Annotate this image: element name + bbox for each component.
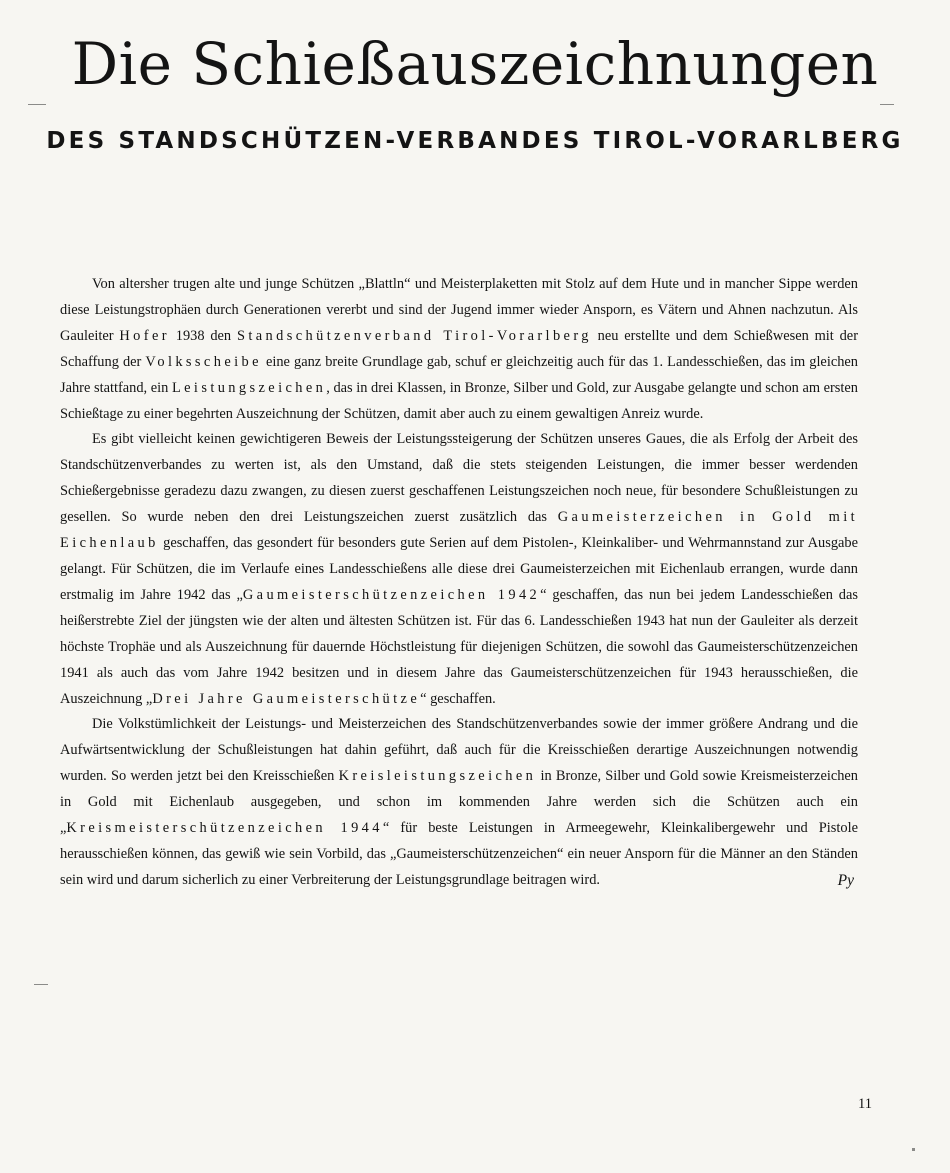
page-title: Die Schießauszeichnungen [71, 30, 879, 98]
text-run: in Bronze, Silber und Gold sowie Kreismeisterzeichen in Gold mit Eichenlaub ausgegeben, und schon im kommenden Jahre werden sich die Schützen auch ein „ [60, 768, 858, 837]
spaced-emphasis: Hofer [119, 327, 170, 344]
paragraph-1 [60, 272, 858, 427]
text-run: eine ganz breite Grundlage gab, schuf er gleichzeitig auch für das 1. Landesschießen, das im gleichen Jahre stattfand, ein [60, 353, 858, 396]
text-run: “ für beste Leistungen in Armeegewehr, Kleinkalibergewehr und Pistole herausschießen können, das gewiß wie sein Vorbild, das „Gaumeisterschützenzeichen“ ein neuer Ansporn für die Männer an den Ständen sein wird und darum sicherlich zu einer Verbreiterung der Leistungsgrundlage beitragen wird. [60, 820, 858, 888]
text-run: “ geschaffen. [420, 690, 496, 707]
paragraph-3 [60, 712, 858, 893]
page-subtitle: DES STANDSCHÜTZEN-VERBANDES TIROL-VORARLBERG [46, 128, 904, 154]
spaced-emphasis: Gaumeisterzeichen in Gold mit Eichenlaub [60, 509, 859, 552]
text-run: “ geschaffen, das nun bei jedem Landesschießen das heißerstrebte Ziel der jüngsten wie der alten und ältesten Schützen ist. Für das 6. Landesschießen 1943 hat nun der Gauleiter als derzeit höchste Trophäe und als Auszeichnung für dauernde Höchstleistung für diejenigen Schützen, die sowohl das Gaumeisterschützenzeichen 1941 als auch das vom Jahre 1942 besitzen und in diesem Jahre das Gaumeisterschützenzeichen für 1943 herausschießen, die Auszeichnung „ [60, 586, 858, 707]
spaced-emphasis: Volksscheibe [145, 353, 262, 370]
spaced-emphasis: Standschützenverband Tirol-Vorarlberg [236, 327, 592, 344]
text-run: , das in drei Klassen, in Bronze, Silber und Gold, zur Ausgabe gelangte und schon am ersten Schießtage zu einer begehrten Auszeichnung der Schützen, damit aber auch zu einem gewaltigen Anreiz wurde. [60, 379, 858, 422]
text-run: geschaffen, das gesondert für besonders gute Serien auf dem Pistolen-, Kleinkaliber- und Wehrmannstand zur Ausgabe gelangt. Für Schützen, die im Verlaufe eines Landesschießens alle diese drei Gaumeisterzeichen mit Eichenlaub errangen, wurde dann erstmalig im Jahre 1942 das „ [60, 535, 858, 603]
text-run: Von altersher trugen alte und junge Schützen „Blattln“ und Meisterplaketten mit Stolz auf dem Hute und in mancher Sippe werden diese Leistungstrophäen durch Generationen vererbt und sind der Jugend immer wieder Ansporn, es Vätern und Ahnen nachzutun. Als Gauleiter [60, 276, 858, 344]
text-run: Es gibt vielleicht keinen gewichtigeren Beweis der Leistungssteigerung der Schützen unseres Gaues, die als Erfolg der Arbeit des Standschützenverbandes zu werten ist, als den Umstand, daß die stets steigenden Leistungen, die immer besser werdenden Schießergebnisse geradezu dazu zwangen, zu diesen zuerst geschaffenen Leistungszeichen noch neue, für besondere Schußleistungen zu gesellen. So wurde neben den drei Leistungszeichen zuerst zusätzlich das [60, 431, 858, 526]
scan-speck [880, 104, 894, 105]
spaced-emphasis: Kreisleistungszeichen [338, 768, 537, 785]
spaced-emphasis: Gaumeisterschützenzeichen 1942 [242, 586, 541, 603]
paragraph-2 [60, 427, 858, 712]
scan-speck [34, 984, 48, 985]
page-number: 11 [858, 1096, 872, 1112]
author-signature: Py [837, 871, 854, 889]
spaced-emphasis: Leistungszeichen [171, 379, 327, 396]
spaced-emphasis: Drei Jahre Gaumeisterschütze [152, 690, 421, 707]
text-run: neu erstellte und dem Schießwesen mit der Schaffung der [60, 327, 858, 370]
scan-speck [912, 1148, 915, 1151]
text-run: Die Volkstümlichkeit der Leistungs- und Meisterzeichen des Standschützenverbandes sowie der immer größere Andrang und die Aufwärtsentwicklung der Schußleistungen hat dahin geführt, daß auch für die Kreisschießen derartige Auszeichnungen notwendig wurden. So werden jetzt bei den Kreisschießen [60, 716, 858, 785]
spaced-emphasis: Kreismeisterschützenzeichen 1944 [66, 820, 383, 837]
text-run: 1938 den [169, 327, 237, 344]
article-body [60, 272, 858, 894]
scan-speck [28, 104, 46, 105]
